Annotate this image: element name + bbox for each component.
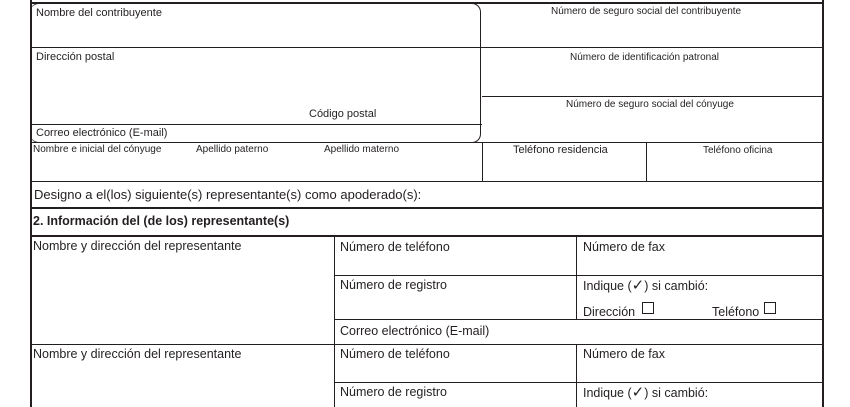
employer-id-field[interactable] — [484, 66, 820, 94]
rep1-changed-label — [583, 276, 708, 294]
rep1-phone-field[interactable] — [336, 256, 574, 274]
taxpayer-name-field[interactable] — [32, 20, 477, 46]
rep2-name-address-field[interactable] — [32, 364, 332, 406]
rep1-changed-prefix: Indique ( — [583, 279, 632, 293]
rep1-email-label: Correo electrónico (E-mail) — [340, 324, 490, 338]
rep2-phone-label: Número de teléfono — [340, 347, 450, 361]
taxpayer-ssn-field[interactable] — [484, 20, 820, 46]
section2-top-border — [30, 207, 824, 209]
rep2-name-address-label: Nombre y dirección del representante — [33, 347, 242, 361]
mailing-address-label: Dirección postal — [36, 51, 115, 63]
taxpayer-name-label: Nombre del contribuyente — [36, 7, 162, 19]
rep2-fax-field[interactable] — [578, 363, 820, 381]
divider-address-email — [30, 124, 482, 125]
rep2-column-divider-1 — [334, 344, 335, 407]
paternal-surname-label: Apellido paterno — [196, 144, 269, 155]
spouse-name-label: Nombre e inicial del cónyuge — [33, 144, 162, 155]
rep1-fax-field[interactable] — [578, 256, 820, 274]
rep1-phone-label: Número de teléfono — [340, 240, 450, 254]
section2-heading-border — [30, 235, 824, 237]
taxpayer-ssn-label: Número de seguro social del contribuyente — [551, 6, 742, 17]
divider-ein-spouse-ssn — [482, 96, 823, 97]
rep1-column-divider-1 — [334, 236, 335, 344]
email-label: Correo electrónico (E-mail) — [36, 127, 168, 139]
rep2-column-divider-2 — [576, 344, 577, 407]
divider-designation — [30, 181, 823, 182]
rep-divider — [30, 344, 823, 345]
rep1-name-address-field[interactable] — [32, 256, 332, 342]
divider-phone-spouse — [482, 142, 483, 181]
rep1-address-changed-checkbox[interactable] — [642, 302, 654, 314]
divider-phones — [646, 142, 647, 181]
office-phone-label: Teléfono oficina — [703, 145, 773, 156]
rep2-changed-suffix: ) si cambió: — [644, 386, 709, 400]
frame-right-border — [822, 0, 824, 407]
spouse-name-field[interactable] — [32, 157, 480, 179]
rep1-changed-suffix: ) si cambió: — [644, 279, 709, 293]
rep1-phone-changed-checkbox[interactable] — [764, 302, 776, 314]
home-phone-field[interactable] — [484, 158, 644, 180]
rep1-address-option-label: Dirección — [583, 305, 636, 319]
mailing-address-field[interactable] — [32, 64, 477, 104]
divider-spouse-row — [30, 142, 823, 143]
office-phone-field[interactable] — [648, 158, 820, 180]
rep1-phone-option-label: Teléfono — [712, 305, 760, 319]
rep1-registration-label: Número de registro — [340, 278, 447, 292]
check-mark-icon: ✓ — [631, 383, 645, 401]
rep2-registration-label: Número de registro — [340, 385, 447, 399]
divider-name-address — [30, 47, 482, 48]
check-mark-icon: ✓ — [631, 276, 645, 294]
maternal-surname-label: Apellido materno — [324, 144, 400, 155]
rep2-phone-field[interactable] — [336, 363, 574, 381]
employer-id-label: Número de identificación patronal — [570, 52, 719, 63]
rep1-divider-phone-reg — [334, 275, 823, 276]
rep2-changed-label — [583, 383, 708, 401]
rep2-fax-label: Número de fax — [583, 347, 665, 361]
rep1-email-field[interactable] — [498, 322, 820, 342]
home-phone-label: Teléfono residencia — [513, 144, 608, 156]
rep1-name-address-label: Nombre y dirección del representante — [33, 239, 242, 253]
rep1-column-divider-2 — [576, 236, 577, 319]
rep1-registration-field[interactable] — [336, 294, 574, 318]
rep2-changed-prefix: Indique ( — [583, 386, 632, 400]
rep1-divider-email — [334, 319, 823, 320]
divider-ssn-ein — [482, 47, 823, 48]
section2-heading: 2. Información del (de los) representante(s) — [33, 214, 290, 228]
spouse-ssn-field[interactable] — [484, 113, 820, 140]
rep2-divider-phone-reg — [334, 382, 823, 383]
rep1-fax-label: Número de fax — [583, 240, 665, 254]
spouse-ssn-label: Número de seguro social del cónyuge — [566, 99, 734, 110]
postal-code-label: Código postal — [309, 108, 377, 120]
designation-statement: Designo a el(los) siguiente(s) representante(s) como apoderado(s): — [34, 187, 422, 202]
